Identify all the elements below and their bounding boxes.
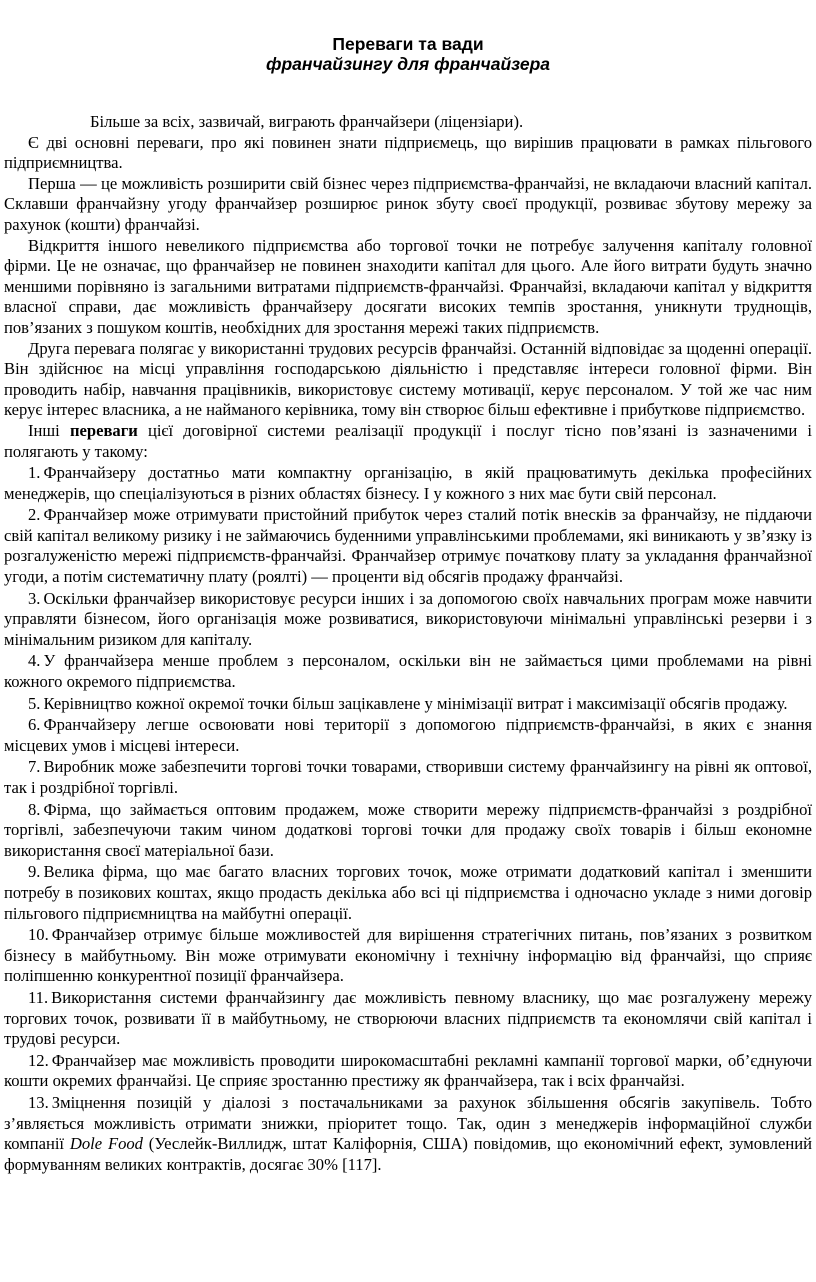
page-title <box>4 34 812 74</box>
list-item-text: Зміцнення позицій у діалозі з постачальниками за рахунок збільшення обсягів закупівель. Тобто з’являється можливість отримати знижки, пріоритет тощо. Так, один з менеджерів інформаційної служби компанії <box>4 1092 812 1154</box>
list-item-text: Використання системи франчайзингу дає можливість певному власнику, що має розгалужену мережу торгових точок, розвивати її в майбутньому, не створюючи власних підприємств та економлячи свій капітал і трудові ресурси. <box>4 987 812 1049</box>
list-item-number: 6. <box>28 715 41 735</box>
company-name: Dole Food <box>69 1134 143 1154</box>
title-line-1: Переваги та вади <box>332 34 484 54</box>
list-item <box>4 1093 812 1175</box>
paragraph-capital: Відкриття іншого невеликого підприємства або торгової точки не потребує залучення капіталу головної фірми. Це не означає, що франчайзер не повинен знаходити капітал для цього. Але його витрати будуть значно меншими порівняно із загальними витратами підприємств-франчайзі. Франчайзі, вкладаючи капітал у відкриття власної справи, дає можливість франчайзеру досягати високих темпів зростання, уникнути труднощів, пов’язаних з пошуком коштів, необхідних для зростання мережі таких підприємств. <box>4 235 812 337</box>
list-item-text: Велика фірма, що має багато власних торгових точок, може отримати додатковий капітал і зменшити потребу в позикових коштах, якщо продасть декілька або всі ці підприємства і одночасно укладе з ними договір пільгового підприємництва на майбутні операції. <box>4 862 812 923</box>
other-advantages-text-end: цієї договірної системи реалізації продукції і послуг тісно пов’язані із зазначеними і полягають у такому: <box>4 420 812 461</box>
list-item-number: 13. <box>28 1092 49 1112</box>
list-item-number: 10. <box>28 925 49 945</box>
list-item-text: Оскільки франчайзер використовує ресурси інших і за допомогою своїх навчальних програм може навчити управляти бізнесом, його організація може розвиватися, використовуючи мінімальні управлінські резерви і з мінімальним ризиком для капіталу. <box>4 588 812 649</box>
paragraph-second-advantage: Друга перевага полягає у використанні трудових ресурсів франчайзі. Останній відповідає за щоденні операції. Він здійснює на місці управління господарською діяльністю і представляє інтереси головної фірми. Він проводить набір, навчання працівників, використовує систему мотивації, керує персоналом. У той же час ним керує інтерес власника, а не найманого керівника, тому він створює більш ефективне і прибуткове підприємство. <box>4 338 812 420</box>
list-item-text: У франчайзера менше проблем з персоналом, оскільки він не займається цими проблемами на рівні кожного окремого підприємства. <box>4 651 812 692</box>
title-line-2: франчайзингу для франчайзера <box>265 54 551 74</box>
list-item-text: Франчайзер має можливість проводити широкомасштабні рекламні кампанії торгової марки, об’єднуючи кошти окремих франчайзі. Це сприяє зростанню престижу як франчайзера, так і всіх франчайзі. <box>4 1050 812 1091</box>
list-item-number: 2. <box>28 505 41 525</box>
list-item-text: Франчайзер може отримувати пристойний прибуток через сталий потік внесків за франчайзу, не піддаючи свій капітал великому ризику і не займаючись буденними управлінськими проблемами, які виникають у зв’язку із розгалуженістю мережі підприємств-франчайзі. Франчайзер отримує початкову плату за укладання франчайзної угоди, а потім систематичну плату (роялті) — проценти від обсягів продажу франчайзі. <box>4 505 812 587</box>
list-item-text: Керівництво кожної окремої точки більш зацікавлене у мінімізації витрат і максимізації обсягів продажу. <box>43 693 788 713</box>
other-advantages-text-start: Інші <box>28 420 70 440</box>
paragraph-intro: Більше за всіх, зазвичай, виграють франчайзери (ліцензіари). <box>90 112 524 131</box>
list-item-number: 3. <box>28 588 41 608</box>
list-item <box>4 463 812 504</box>
list-item-number: 7. <box>28 757 41 777</box>
paragraph-other-advantages <box>4 421 812 462</box>
list-item <box>4 505 812 587</box>
list-item <box>4 1051 812 1092</box>
list-item-number: 5. <box>28 693 41 713</box>
list-item-text: Франчайзер отримує більше можливостей для вирішення стратегічних питань, пов’язаних з розвитком бізнесу в майбутньому. Він може отримувати економічну і технічну інформацію від франчайзі, що сприяє поліпшенню конкурентної позиції франчайзера. <box>4 925 812 986</box>
list-item-number: 1. <box>28 463 41 483</box>
list-item-number: 8. <box>28 799 41 819</box>
paragraph-first-advantage: Перша — це можливість розширити свій бізнес через підприємства-франчайзі, не вкладаючи власний капітал. Склавши франчайзну угоду франчайзер розширює ринок збуту своєї продукції, розвиває збутову мережу за рахунок (кошти) франчайзі. <box>4 173 812 234</box>
list-item <box>4 757 812 798</box>
list-item-number: 4. <box>28 651 41 671</box>
list-item-number: 11. <box>28 987 49 1007</box>
list-item-text-end: (Уеслейк-Виллидж, штат Каліфорнія, США) повідомив, що економічний ефект, зумовлений формуванням великих контрактів, досягає 30% [117]. <box>4 1134 812 1174</box>
advantages-list <box>4 463 812 1175</box>
list-item <box>4 862 812 924</box>
list-item-number: 12. <box>28 1050 49 1070</box>
list-item-number: 9. <box>28 862 41 882</box>
list-item-text: Виробник може забезпечити торгові точки товарами, створивши систему франчайзингу на рівні як оптової, так і роздрібної торгівлі. <box>4 757 812 797</box>
list-item <box>4 651 812 692</box>
list-item-text: Франчайзеру достатньо мати компактну організацію, в якій працюватимуть декілька професійних менеджерів, що спеціалізуються в різних областях бізнесу. І у кожного з них має бути свій персонал. <box>4 463 812 503</box>
list-item <box>4 800 812 862</box>
other-advantages-bold-term: переваги <box>69 420 138 440</box>
list-item <box>4 715 812 756</box>
list-item <box>4 589 812 651</box>
list-item <box>4 694 812 715</box>
paragraph-two-advantages: Є дві основні переваги, про які повинен знати підприємець, що вирішив працювати в рамках пільгового підприємництва. <box>4 132 812 173</box>
list-item-text: Фірма, що займається оптовим продажем, може створити мережу підприємств-франчайзі з роздрібної торгівлі, забезпечуючи таким чином додаткові торгові точки для продажу своїх товарів і більш економне використання своєї матеріальної бази. <box>4 799 812 860</box>
list-item <box>4 925 812 987</box>
list-item-text: Франчайзеру легше освоювати нові території з допомогою підприємств-франчайзі, в яких є знання місцевих умов і місцеві інтереси. <box>4 715 812 755</box>
list-item <box>4 988 812 1050</box>
